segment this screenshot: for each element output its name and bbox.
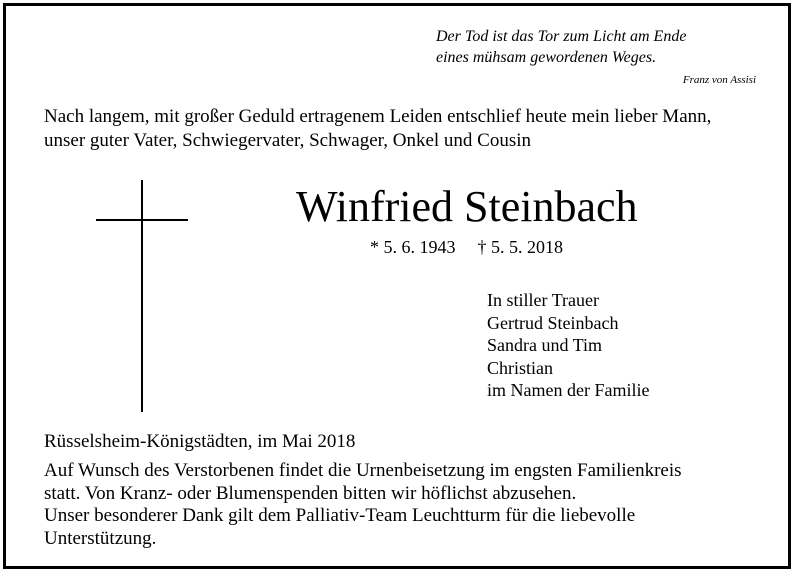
intro-line: unser guter Vater, Schwiegervater, Schwager, Onkel und Cousin [44, 130, 532, 151]
mourner-line: im Namen der Familie [487, 380, 650, 400]
cross-icon [141, 180, 143, 412]
quote-line: eines mühsam gewordenen Weges. [436, 49, 657, 66]
quote-author: Franz von Assisi [682, 74, 756, 86]
notice-line: Unterstützung. [44, 527, 157, 549]
notice-line: Auf Wunsch des Verstorbenen findet die Urnenbeisetzung im engsten Familienkreis [44, 460, 682, 481]
birth-date: * 5. 6. 1943 [370, 237, 456, 257]
place-date: Rüsselsheim-Königstädten, im Mai 2018 [44, 431, 356, 452]
notice-text [44, 460, 682, 550]
mourners-list [487, 289, 649, 402]
intro-line: Nach langem, mit großer Geduld ertragenem Leiden entschlief heute mein lieber Mann, [44, 106, 712, 127]
obituary-frame [3, 3, 791, 569]
life-dates [370, 237, 563, 258]
mourner-line: Sandra und Tim [487, 335, 603, 355]
intro-text [44, 105, 789, 153]
notice-line: Unser besonderer Dank gilt dem Palliativ-Team Leuchtturm für die liebevolle [44, 505, 636, 526]
death-date: † 5. 5. 2018 [477, 237, 563, 257]
mourner-line: In stiller Trauer [487, 290, 599, 310]
quote-line: Der Tod ist das Tor zum Licht am Ende [436, 28, 687, 45]
notice-line: statt. Von Kranz- oder Blumenspenden bitten wir höflichst abzusehen. [44, 482, 577, 504]
deceased-name: Winfried Steinbach [296, 182, 638, 231]
mourner-line: Gertrud Steinbach [487, 312, 619, 333]
mourner-line: Christian [487, 357, 553, 378]
quote [436, 26, 686, 68]
cross-icon-bar [96, 219, 188, 221]
